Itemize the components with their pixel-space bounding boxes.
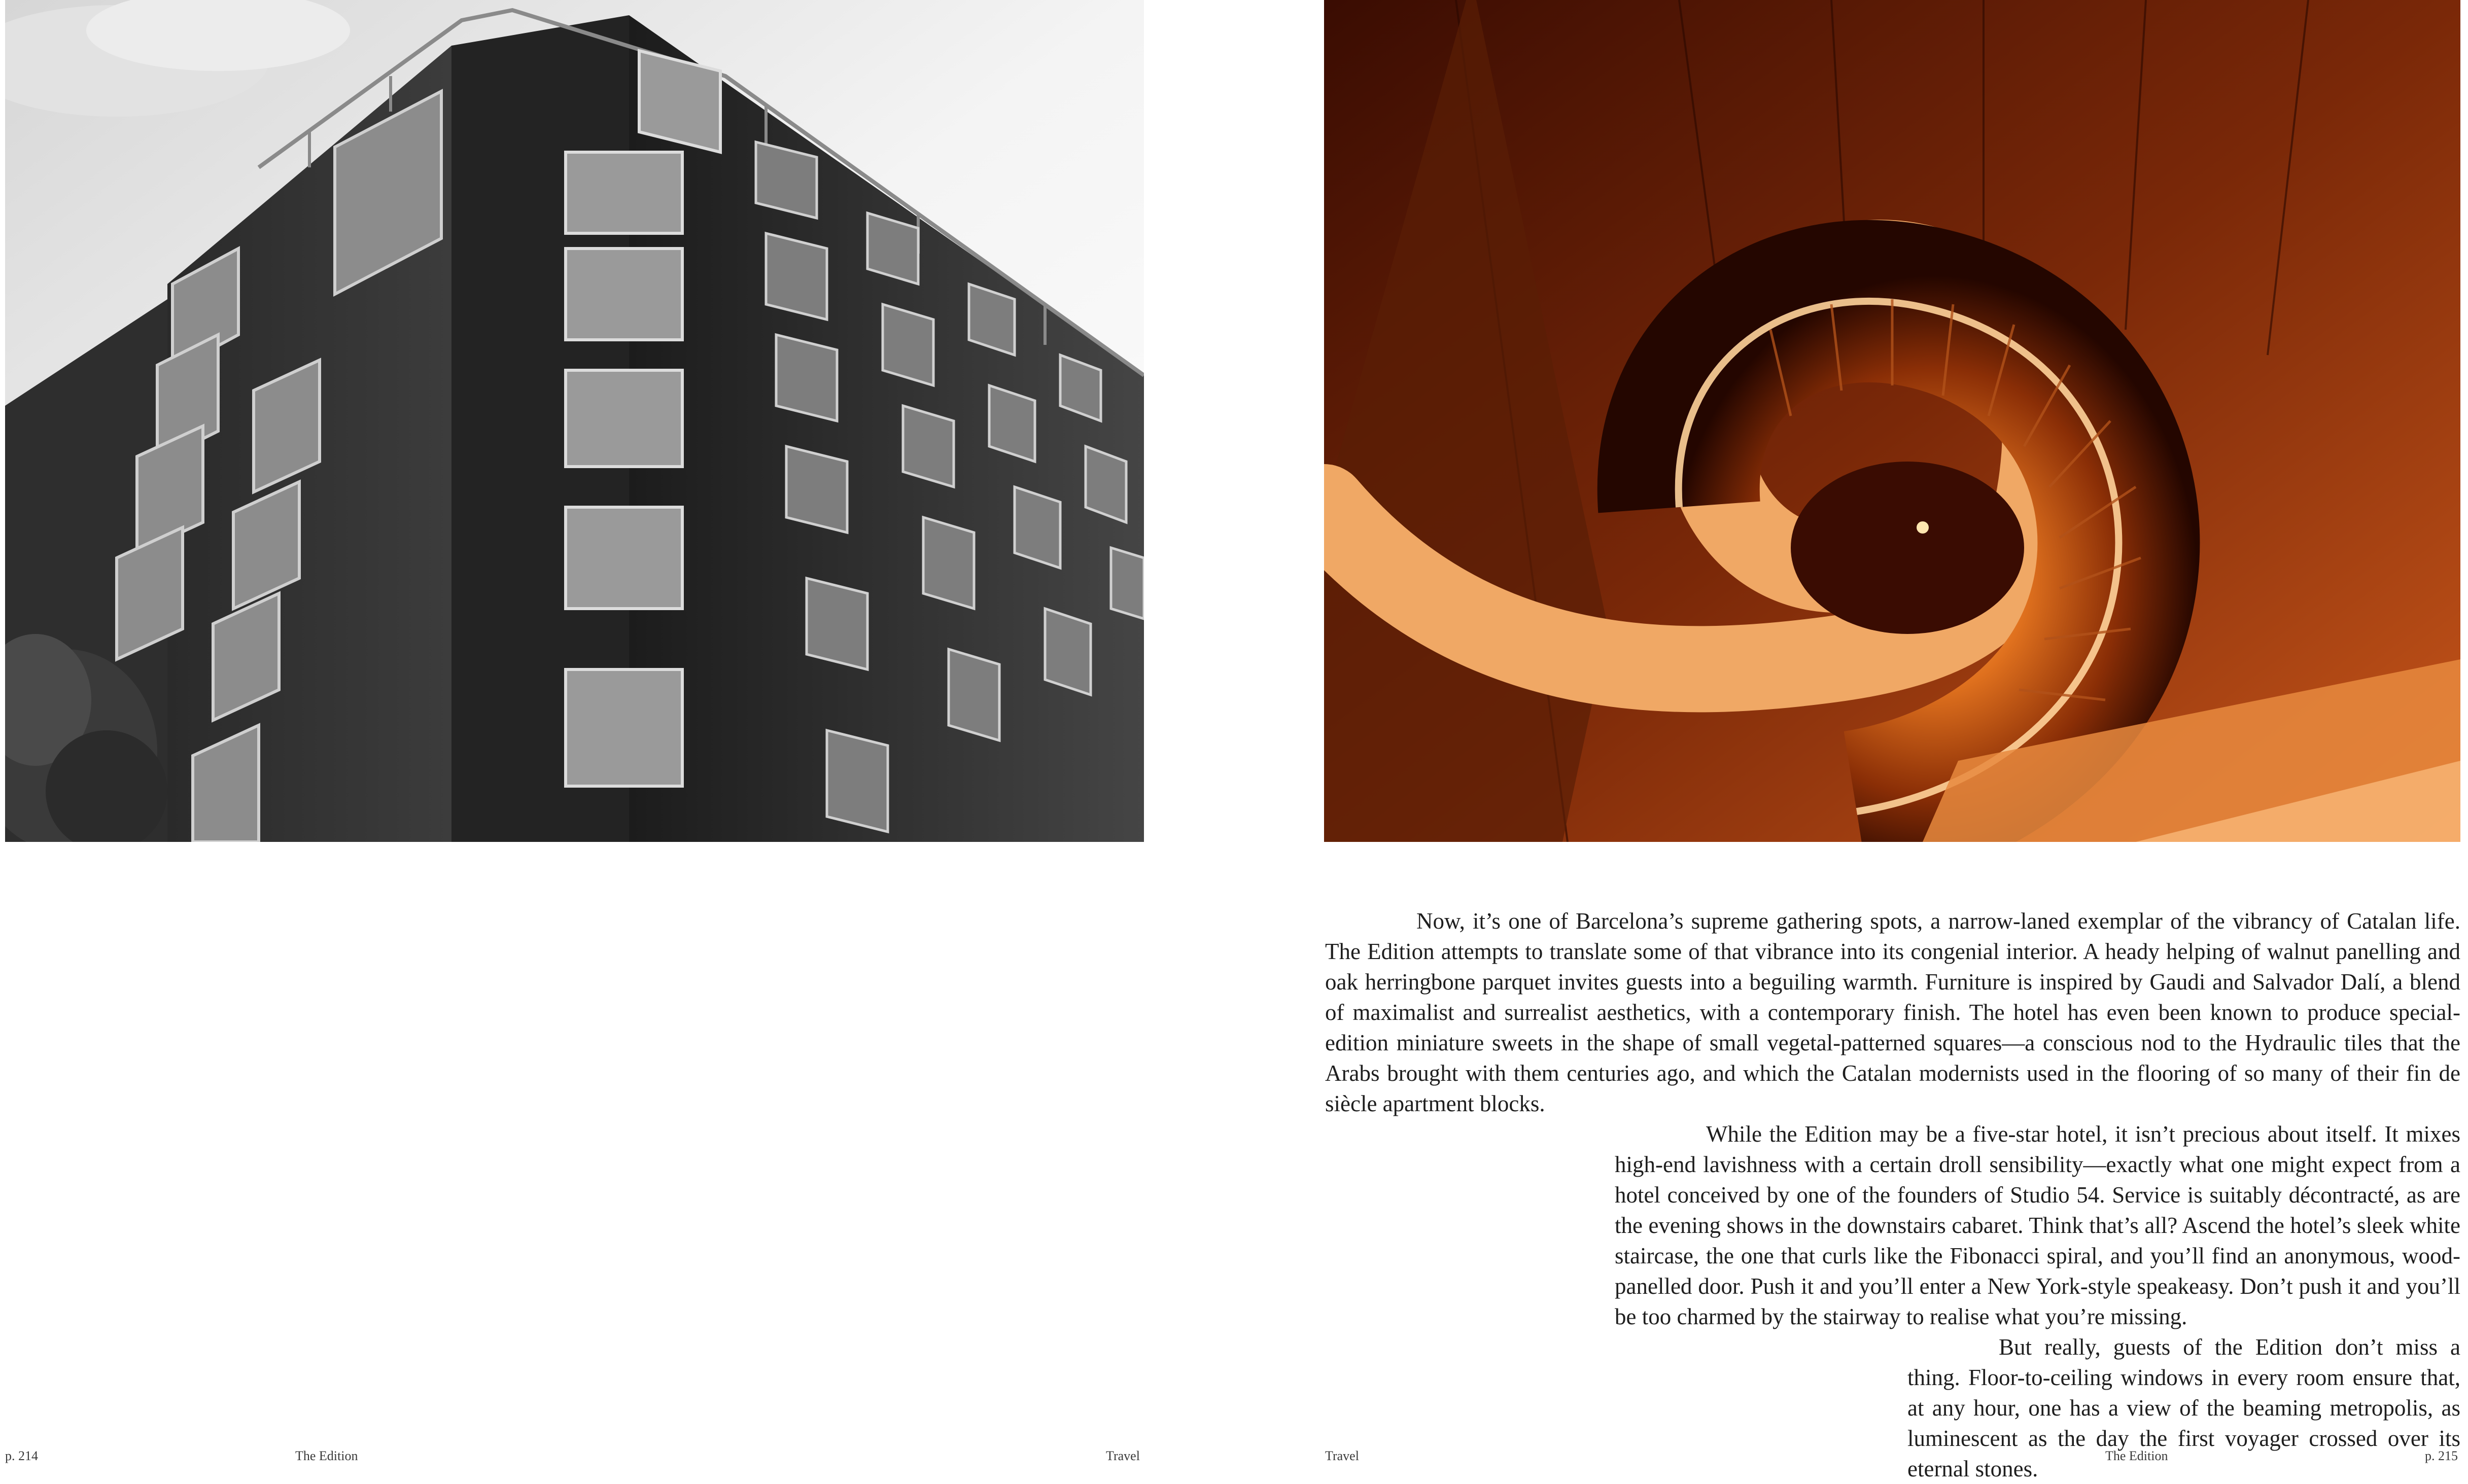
- article-paragraph-1: [1325, 906, 2460, 1119]
- right-section-label: Travel: [1325, 1448, 1359, 1463]
- article-paragraph-2: [1615, 1119, 2460, 1332]
- spiral-staircase-photo: [1324, 0, 2460, 842]
- left-section-label: Travel: [1106, 1448, 1140, 1463]
- left-running-title: The Edition: [295, 1448, 358, 1463]
- article-paragraph-3: [1907, 1332, 2460, 1484]
- paragraph-text: But really, guests of the Edition don’t miss a thing. Floor-to-ceiling windows in every room ensure that, at any hour, one has a view of the beaming metropolis, as luminescent as the day the first voyager crossed over its eternal stones.: [1907, 1334, 2460, 1481]
- right-running-title: The Edition: [2105, 1448, 2168, 1463]
- left-page-number: p. 214: [5, 1448, 38, 1463]
- right-page-number: p. 215: [2425, 1448, 2458, 1463]
- paragraph-text: While the Edition may be a five-star hotel, it isn’t precious about itself. It mixes high-end lavishness with a certain droll sensibility—exactly what one might expect from a hotel conceived by one of the founders of Studio 54. Service is suitably décontracté, as are the evening shows in the downstairs cabaret. Think that’s all? Ascend the hotel’s sleek white staircase, the one that curls like the Fibonacci spiral, and you’ll find an anonymous, wood-panelled door. Push it and you’ll enter a New York-style speakeasy. Don’t push it and you’ll be too charmed by the stairway to realise what you’re missing.: [1615, 1121, 2460, 1329]
- paragraph-text: Now, it’s one of Barcelona’s supreme gathering spots, a narrow-laned exemplar of the vibrancy of Catalan life. The Edition attempts to translate some of that vibrance into its congenial interior. A heady helping of walnut panelling and oak herringbone parquet invites guests into a beguiling warmth. Furniture is inspired by Gaudi and Salvador Dalí, a blend of maximalist and surrealist aesthetics, with a contemporary finish. The hotel has even been known to produce special-edition miniature sweets in the shape of small vegetal-patterned squares—a conscious nod to the Hydraulic tiles that the Arabs brought with them centuries ago, and which the Catalan modernists used in the flooring of so many of their fin de siècle apartment blocks.: [1325, 908, 2460, 1116]
- building-facade-photo: [5, 0, 1144, 842]
